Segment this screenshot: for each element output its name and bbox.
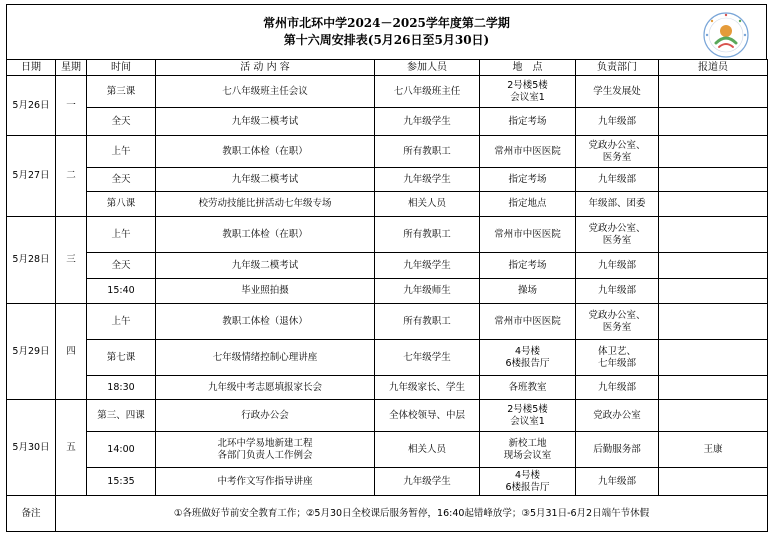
participants-cell: 九年级学生 [375,168,480,192]
reporter-cell [659,340,768,376]
table-row [7,376,768,400]
reporter-cell [659,76,768,108]
col-location-header: 地 点 [480,60,576,76]
time-cell: 第三、四课 [87,400,156,432]
activity-cell: 九年级二模考试 [156,168,375,192]
table-row [7,400,768,432]
reporter-cell [659,279,768,304]
participants-cell: 七八年级班主任 [375,76,480,108]
location-cell: 常州市中医医院 [480,136,576,168]
activity-cell: 七八年级班主任会议 [156,76,375,108]
table-row [7,136,768,168]
activity-cell: 中考作文写作指导讲座 [156,468,375,496]
table-row [7,192,768,217]
reporter-cell [659,168,768,192]
reporter-cell [659,468,768,496]
activity-cell: 行政办公会 [156,400,375,432]
department-cell: 年级部、团委 [576,192,659,217]
participants-cell: 所有教职工 [375,136,480,168]
col-reporter-header: 报道员 [659,60,768,76]
table-row [7,279,768,304]
col-activity-header: 活 动 内 容 [156,60,375,76]
table-row [7,253,768,279]
weekday-cell: 一 [56,76,87,136]
schedule-table [6,59,768,532]
department-cell: 后勤服务部 [576,432,659,468]
time-cell: 上午 [87,136,156,168]
date-cell: 5月26日 [7,76,56,136]
table-row [7,432,768,468]
reporter-cell [659,304,768,340]
time-cell: 15:35 [87,468,156,496]
col-department-header: 负责部门 [576,60,659,76]
table-row [7,217,768,253]
time-cell: 第八课 [87,192,156,217]
participants-cell: 九年级学生 [375,253,480,279]
title-box [6,4,767,59]
reporter-cell [659,376,768,400]
time-cell: 上午 [87,217,156,253]
location-cell: 常州市中医医院 [480,304,576,340]
school-logo-icon [702,11,750,59]
department-cell: 党政办公室 [576,400,659,432]
location-cell: 2号楼5楼 会议室1 [480,400,576,432]
department-cell: 九年级部 [576,376,659,400]
participants-cell: 所有教职工 [375,217,480,253]
title-line-1: 常州市北环中学2024－2025学年度第二学期 [263,16,510,30]
location-cell: 指定考场 [480,168,576,192]
col-weekday-header: 星期 [56,60,87,76]
activity-cell: 毕业照拍摄 [156,279,375,304]
weekday-cell: 三 [56,217,87,304]
activity-cell: 九年级中考志愿填报家长会 [156,376,375,400]
notes-text: ①各班做好节前安全教育工作；②5月30日全校课后服务暂停，16:40起错峰放学；③5月31日-6月2日端午节休假 [56,496,768,532]
department-cell: 九年级部 [576,468,659,496]
reporter-cell [659,108,768,136]
table-row [7,468,768,496]
weekday-cell: 四 [56,304,87,400]
department-cell: 党政办公室、 医务室 [576,217,659,253]
time-cell: 18:30 [87,376,156,400]
weekday-cell: 五 [56,400,87,496]
department-cell: 九年级部 [576,108,659,136]
table-row [7,340,768,376]
activity-cell: 九年级二模考试 [156,108,375,136]
activity-cell: 校劳动技能比拼活动七年级专场 [156,192,375,217]
table-row [7,108,768,136]
date-cell: 5月28日 [7,217,56,304]
location-cell: 操场 [480,279,576,304]
reporter-cell [659,192,768,217]
time-cell: 全天 [87,253,156,279]
col-time-header: 时间 [87,60,156,76]
reporter-cell: 王康 [659,432,768,468]
location-cell: 各班教室 [480,376,576,400]
location-cell: 指定地点 [480,192,576,217]
participants-cell: 九年级学生 [375,468,480,496]
table-row [7,168,768,192]
department-cell: 党政办公室、 医务室 [576,304,659,340]
time-cell: 全天 [87,108,156,136]
table-row [7,304,768,340]
activity-cell: 教职工体检（在职） [156,217,375,253]
reporter-cell [659,136,768,168]
reporter-cell [659,253,768,279]
time-cell: 上午 [87,304,156,340]
department-cell: 党政办公室、 医务室 [576,136,659,168]
time-cell: 第七课 [87,340,156,376]
participants-cell: 全体校领导、中层 [375,400,480,432]
department-cell: 学生发展处 [576,76,659,108]
date-cell: 5月30日 [7,400,56,496]
location-cell: 4号楼 6楼报告厅 [480,468,576,496]
date-cell: 5月29日 [7,304,56,400]
participants-cell: 九年级学生 [375,108,480,136]
date-cell: 5月27日 [7,136,56,217]
reporter-cell [659,217,768,253]
participants-cell: 相关人员 [375,192,480,217]
time-cell: 14:00 [87,432,156,468]
department-cell: 九年级部 [576,168,659,192]
participants-cell: 九年级家长、学生 [375,376,480,400]
department-cell: 九年级部 [576,279,659,304]
location-cell: 指定考场 [480,108,576,136]
time-cell: 第三课 [87,76,156,108]
activity-cell: 教职工体检（在职） [156,136,375,168]
col-participants-header: 参加人员 [375,60,480,76]
activity-cell: 九年级二模考试 [156,253,375,279]
activity-cell: 教职工体检（退休） [156,304,375,340]
location-cell: 常州市中医医院 [480,217,576,253]
reporter-cell [659,400,768,432]
participants-cell: 七年级学生 [375,340,480,376]
header-row [7,60,768,76]
notes-row [7,496,768,532]
col-date-header: 日期 [7,60,56,76]
time-cell: 全天 [87,168,156,192]
notes-label: 备注 [7,496,56,532]
location-cell: 2号楼5楼 会议室1 [480,76,576,108]
location-cell: 新校工地 现场会议室 [480,432,576,468]
table-row [7,76,768,108]
department-cell: 九年级部 [576,253,659,279]
title-line-2: 第十六周安排表(5月26日至5月30日) [283,33,490,47]
weekday-cell: 二 [56,136,87,217]
location-cell: 指定考场 [480,253,576,279]
department-cell: 体卫艺、 七年级部 [576,340,659,376]
location-cell: 4号楼 6楼报告厅 [480,340,576,376]
time-cell: 15:40 [87,279,156,304]
participants-cell: 九年级师生 [375,279,480,304]
participants-cell: 所有教职工 [375,304,480,340]
activity-cell: 北环中学易地新建工程 各部门负责人工作例会 [156,432,375,468]
activity-cell: 七年级情绪控制心理讲座 [156,340,375,376]
participants-cell: 相关人员 [375,432,480,468]
